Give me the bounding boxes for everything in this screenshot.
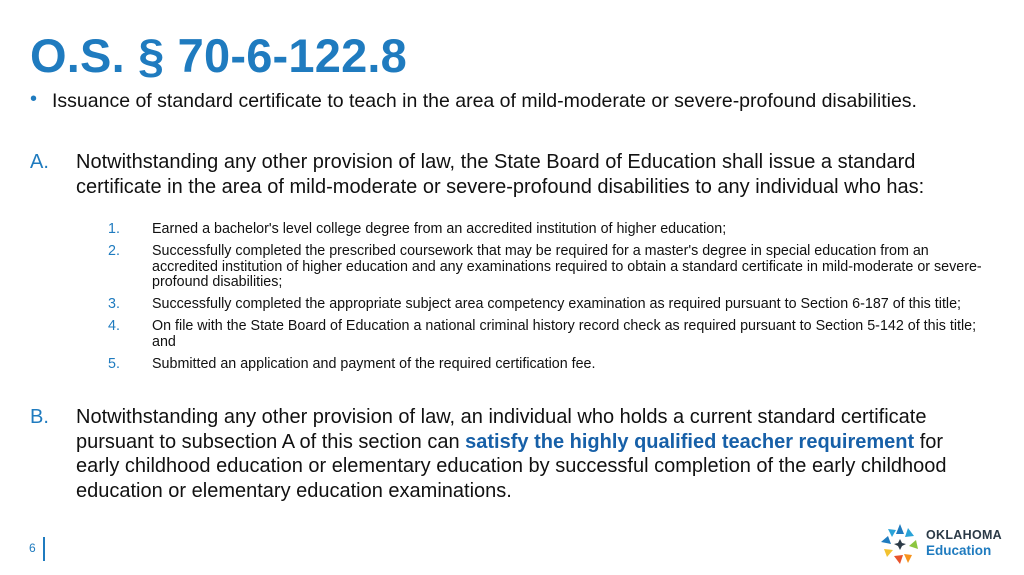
intro-text: Issuance of standard certificate to teach in the area of mild-moderate or severe-profound disabilities.: [52, 90, 917, 112]
section-b-highlight: satisfy the highly qualified teacher requirement: [465, 430, 915, 453]
section-a-list: [108, 222, 998, 377]
list-item-number: 2.: [108, 242, 120, 259]
oklahoma-education-logo: [878, 522, 1008, 566]
section-a: [30, 150, 990, 199]
bullet-icon: •: [30, 88, 38, 110]
list-item-number: 5.: [108, 355, 120, 372]
oklahoma-star-logo-icon: [878, 522, 922, 566]
section-a-letter: A.: [30, 151, 49, 173]
list-item: [108, 357, 998, 373]
list-item-text: Successfully completed the prescribed coursework that may be required for a master's degree in special education from an accredited institution of higher education and any examinations required to obtain a standard certificate in mild-moderate or severe-profound disabilities;: [152, 242, 982, 291]
section-b-text-after: for early childhood education or elementary education by successful completion of the early childhood education or elementary education examinations.: [76, 430, 947, 502]
list-item-number: 4.: [108, 317, 120, 334]
page-title: O.S. § 70-6-122.8: [30, 29, 408, 82]
page-number-divider: [43, 537, 45, 561]
page-number: 6: [29, 541, 36, 555]
list-item: [108, 297, 998, 313]
list-item: [108, 222, 998, 238]
list-item-number: 1.: [108, 221, 120, 237]
section-b-text: [76, 405, 990, 503]
section-a-text: Notwithstanding any other provision of law, the State Board of Education shall issue a standard certificate in the area of mild-moderate or severe-profound disabilities to any individual who has:: [76, 151, 925, 198]
section-b-letter: B.: [30, 406, 49, 428]
list-item: [108, 319, 998, 351]
section-b: [30, 405, 990, 503]
intro-bullet: [30, 90, 990, 113]
logo-text-education: Education: [926, 543, 992, 558]
list-item-text: Successfully completed the appropriate subject area competency examination as required pursuant to Section 6-187 of this title;: [152, 296, 962, 313]
list-item-text: Submitted an application and payment of the required certification fee.: [152, 355, 596, 372]
list-item-text: On file with the State Board of Education a national criminal history record check as required pursuant to Section 5-142 of this title; and: [152, 317, 977, 350]
section-b-text-before: Notwithstanding any other provision of law, an individual who holds a current standard certificate pursuant to subsection A of this section can: [76, 406, 927, 453]
list-item-number: 3.: [108, 296, 120, 313]
logo-text-oklahoma: OKLAHOMA: [926, 528, 1003, 542]
list-item: [108, 244, 998, 291]
list-item-text: Earned a bachelor's level college degree from an accredited institution of higher education;: [152, 221, 727, 237]
